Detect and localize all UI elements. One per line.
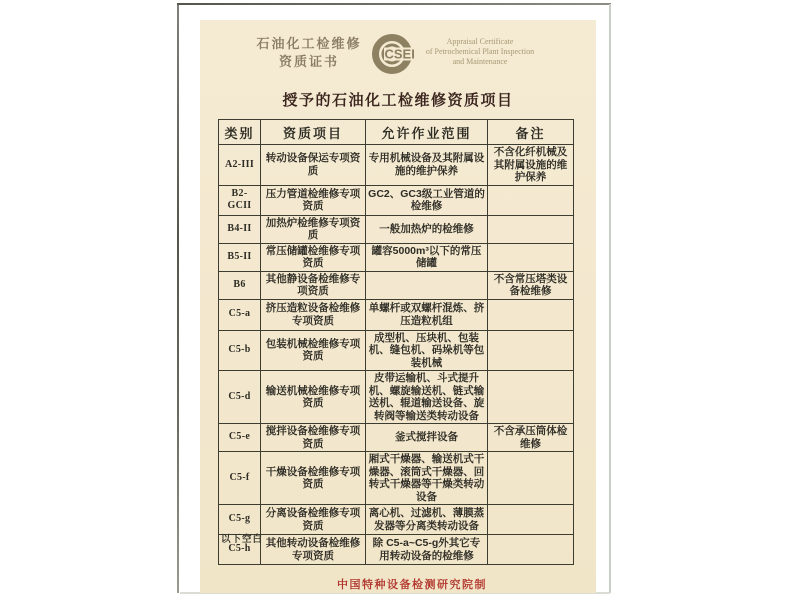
certificate-cn-title-line2: 资质证书 xyxy=(278,54,339,69)
cell-scope: 皮带运输机、斗式提升机、螺旋输送机、链式输送机、辊道输送设备、旋转阀等输送类转动设备 xyxy=(366,371,488,424)
cell-item: 包装机械检维修专项资质 xyxy=(261,330,366,371)
column-header-remark: 备注 xyxy=(488,120,574,145)
cell-category: B2-GCII xyxy=(219,185,261,215)
csei-logo-icon xyxy=(371,29,421,79)
page-title: 授予的石油化工检维修资质项目 xyxy=(282,92,514,109)
table-header-row xyxy=(219,120,574,145)
cell-category: C5-h xyxy=(219,535,261,565)
cell-item: 加热炉检维修专项资质 xyxy=(261,215,366,243)
cell-scope: 一般加热炉的检维修 xyxy=(366,215,488,243)
table-row xyxy=(219,424,574,452)
table-row xyxy=(219,371,574,424)
certificate-en-title xyxy=(421,37,539,67)
table-row xyxy=(219,185,574,215)
cell-category: B6 xyxy=(219,271,261,299)
column-header-category: 类别 xyxy=(219,120,261,145)
cell-category: C5-b xyxy=(219,330,261,371)
cell-category: C5-f xyxy=(219,452,261,505)
cell-item: 压力管道检维修专项资质 xyxy=(261,185,366,215)
cell-scope: GC2、GC3级工业管道的检维修 xyxy=(366,185,488,215)
cell-remark: 不含常压塔类设备检维修 xyxy=(488,271,574,299)
table-row xyxy=(219,330,574,371)
scan-edge-top xyxy=(177,3,611,5)
cell-category: B5-II xyxy=(219,243,261,271)
cell-item: 其他静设备检维修专项资质 xyxy=(261,271,366,299)
cell-item: 常压储罐检维修专项资质 xyxy=(261,243,366,271)
cell-remark: 不含化纤机械及其附属设施的维护保养 xyxy=(488,145,574,186)
cell-remark xyxy=(488,452,574,505)
cell-remark xyxy=(488,535,574,565)
cell-remark: 不含承压筒体检维修 xyxy=(488,424,574,452)
cell-scope: 专用机械设备及其附属设施的维护保养 xyxy=(366,145,488,186)
cell-scope: 单螺杆或双螺杆混炼、挤压造粒机组 xyxy=(366,299,488,330)
certificate-en-title-line2: of Petrochemical Plant Inspection xyxy=(425,47,535,56)
cell-scope: 釜式搅拌设备 xyxy=(366,424,488,452)
cell-scope: 厢式干燥器、输送机式干燥器、滚筒式干燥器、回转式干燥器等干燥类转动设备 xyxy=(366,452,488,505)
table-row xyxy=(219,299,574,330)
cell-remark xyxy=(488,505,574,535)
table-row xyxy=(219,505,574,535)
cell-scope xyxy=(366,271,488,299)
certificate-cn-title-line1: 石油化工检维修 xyxy=(256,36,362,51)
cell-remark xyxy=(488,330,574,371)
cell-remark xyxy=(488,371,574,424)
certificate-en-title-line1: Appraisal Certificate xyxy=(446,37,514,46)
csei-logo-text: CSEI xyxy=(384,46,415,62)
cell-category: C5-g xyxy=(219,505,261,535)
column-header-item: 资质项目 xyxy=(261,120,366,145)
cell-remark xyxy=(488,185,574,215)
cell-item: 输送机械检维修专项资质 xyxy=(261,371,366,424)
scan-edge-left xyxy=(177,3,179,593)
cell-remark xyxy=(488,299,574,330)
cell-item: 挤压造粒设备检维修专项资质 xyxy=(261,299,366,330)
cell-scope: 成型机、压块机、包装机、缝包机、码垛机等包装机械 xyxy=(366,330,488,371)
cell-category: C5-d xyxy=(219,371,261,424)
cell-category: A2-III xyxy=(219,145,261,186)
scan-edge-right xyxy=(609,4,611,593)
column-header-scope: 允许作业范围 xyxy=(366,120,488,145)
table-row xyxy=(219,535,574,565)
table-row xyxy=(219,452,574,505)
cell-item: 转动设备保运专项资质 xyxy=(261,145,366,186)
cell-scope: 除 C5-a~C5-g外其它专用转动设备的检维修 xyxy=(366,535,488,565)
certificate-en-title-line3: and Maintenance xyxy=(452,57,508,66)
cell-remark xyxy=(488,243,574,271)
cell-remark xyxy=(488,215,574,243)
cell-category: C5-e xyxy=(219,424,261,452)
issuing-authority: 中国特种设备检测研究院制 xyxy=(337,579,487,591)
cell-category: B4-II xyxy=(219,215,261,243)
cell-item: 分离设备检维修专项资质 xyxy=(261,505,366,535)
cell-scope: 离心机、过滤机、薄膜蒸发器等分离类转动设备 xyxy=(366,505,488,535)
certificate-paper xyxy=(200,20,596,593)
below-blank-note: 以下空白 xyxy=(221,534,264,545)
table-row xyxy=(219,243,574,271)
certificate-cn-title xyxy=(238,35,380,71)
cell-scope: 罐容5000m³以下的常压储罐 xyxy=(366,243,488,271)
table-row xyxy=(219,145,574,186)
cell-item: 干燥设备检维修专项资质 xyxy=(261,452,366,505)
table-row xyxy=(219,215,574,243)
cell-item: 搅拌设备检维修专项资质 xyxy=(261,424,366,452)
table-row xyxy=(219,271,574,299)
qualification-table xyxy=(218,119,574,565)
cell-category: C5-a xyxy=(219,299,261,330)
cell-item: 其他转动设备检维修专项资质 xyxy=(261,535,366,565)
